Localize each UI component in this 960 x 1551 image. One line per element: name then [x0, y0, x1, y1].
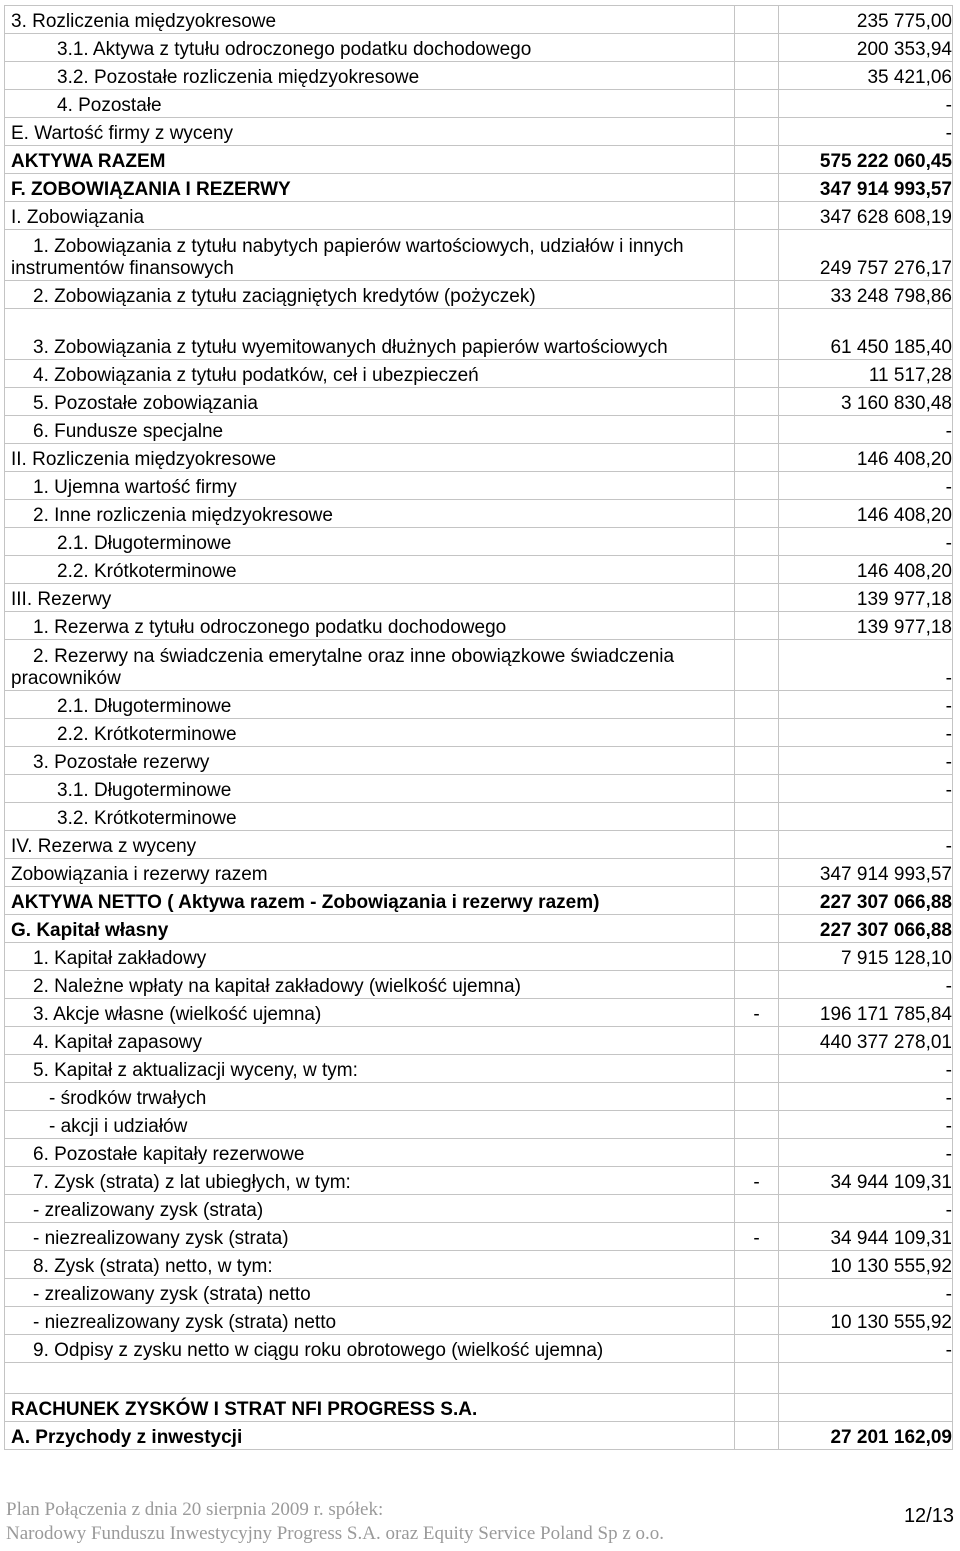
row-sign: [735, 943, 779, 971]
table-row: [5, 859, 953, 887]
balance-sheet-table: [4, 5, 953, 1450]
row-label: 4. Pozostałe: [5, 90, 735, 118]
row-label: 3.2. Krótkoterminowe: [5, 803, 735, 831]
table-row: [5, 1307, 953, 1335]
table-row: [5, 1195, 953, 1223]
row-label: A. Przychody z inwestycji: [5, 1422, 735, 1450]
row-value: 3 160 830,48: [779, 388, 953, 416]
row-sign: [735, 1394, 779, 1422]
row-value: 249 757 276,17: [779, 230, 953, 281]
row-value: -: [779, 90, 953, 118]
row-value: -: [779, 472, 953, 500]
table-row: [5, 230, 953, 281]
row-sign: [735, 230, 779, 281]
row-value: 35 421,06: [779, 62, 953, 90]
row-label: 2. Należne wpłaty na kapitał zakładowy (wielkość ujemna): [5, 971, 735, 999]
row-label: 9. Odpisy z zysku netto w ciągu roku obrotowego (wielkość ujemna): [5, 1335, 735, 1363]
row-sign: [735, 887, 779, 915]
row-label: 2.2. Krótkoterminowe: [5, 556, 735, 584]
row-label: 5. Pozostałe zobowiązania: [5, 388, 735, 416]
row-label: III. Rezerwy: [5, 584, 735, 612]
row-sign: [735, 90, 779, 118]
row-label: 2.2. Krótkoterminowe: [5, 719, 735, 747]
row-sign: [735, 472, 779, 500]
row-label: - zrealizowany zysk (strata): [5, 1195, 735, 1223]
row-sign: [735, 416, 779, 444]
table-row: [5, 118, 953, 146]
row-label: 5. Kapitał z aktualizacji wyceny, w tym:: [5, 1055, 735, 1083]
row-value: -: [779, 1111, 953, 1139]
row-label: Zobowiązania i rezerwy razem: [5, 859, 735, 887]
row-sign: [735, 747, 779, 775]
table-row: [5, 281, 953, 309]
footer-line-2: Narodowy Funduszu Inwestycyjny Progress S.A. oraz Equity Service Poland Sp z o.o.: [6, 1523, 665, 1544]
table-row: [5, 831, 953, 859]
table-row: [5, 90, 953, 118]
row-sign: [735, 1363, 779, 1394]
table-row: [5, 416, 953, 444]
row-value: -: [779, 1279, 953, 1307]
table-row: [5, 1055, 953, 1083]
row-value: -: [779, 1335, 953, 1363]
row-value: 34 944 109,31: [779, 1167, 953, 1195]
row-value: -: [779, 1055, 953, 1083]
row-value: -: [779, 831, 953, 859]
row-sign: -: [735, 1167, 779, 1195]
row-sign: [735, 309, 779, 360]
table-row: [5, 388, 953, 416]
row-sign: [735, 1422, 779, 1450]
row-label: 1. Ujemna wartość firmy: [5, 472, 735, 500]
row-label: 6. Fundusze specjalne: [5, 416, 735, 444]
table-row: [5, 887, 953, 915]
table-row: [5, 202, 953, 230]
table-row: [5, 1111, 953, 1139]
row-value: 27 201 162,09: [779, 1422, 953, 1450]
row-value: 33 248 798,86: [779, 281, 953, 309]
row-label: 2.1. Długoterminowe: [5, 528, 735, 556]
table-row: [5, 999, 953, 1027]
table-row: [5, 62, 953, 90]
row-value: 61 450 185,40: [779, 309, 953, 360]
table-row: [5, 146, 953, 174]
table-row: [5, 1335, 953, 1363]
table-row: [5, 174, 953, 202]
row-value: 347 628 608,19: [779, 202, 953, 230]
row-label: 2. Inne rozliczenia międzyokresowe: [5, 500, 735, 528]
row-label: 3. Akcje własne (wielkość ujemna): [5, 999, 735, 1027]
row-sign: [735, 719, 779, 747]
table-row: [5, 971, 953, 999]
row-value: 196 171 785,84: [779, 999, 953, 1027]
row-label: - zrealizowany zysk (strata) netto: [5, 1279, 735, 1307]
row-sign: [735, 831, 779, 859]
table-row: [5, 6, 953, 34]
row-sign: [735, 202, 779, 230]
row-sign: [735, 62, 779, 90]
row-label: 2. Rezerwy na świadczenia emerytalne oraz inne obowiązkowe świadczenia pracowników: [5, 640, 735, 691]
row-value: -: [779, 118, 953, 146]
table-row: [5, 500, 953, 528]
row-value: -: [779, 971, 953, 999]
row-label: 3.1. Długoterminowe: [5, 775, 735, 803]
row-sign: [735, 1279, 779, 1307]
row-value: 347 914 993,57: [779, 859, 953, 887]
row-sign: [735, 1335, 779, 1363]
table-row: [5, 915, 953, 943]
row-label: 3. Zobowiązania z tytułu wyemitowanych dłużnych papierów wartościowych: [5, 309, 735, 360]
row-value: 10 130 555,92: [779, 1307, 953, 1335]
row-sign: [735, 1195, 779, 1223]
row-value: 227 307 066,88: [779, 915, 953, 943]
row-value: 146 408,20: [779, 500, 953, 528]
row-value: 34 944 109,31: [779, 1223, 953, 1251]
row-value: -: [779, 640, 953, 691]
row-label: 8. Zysk (strata) netto, w tym:: [5, 1251, 735, 1279]
page-footer: [6, 1498, 954, 1546]
row-label: - środków trwałych: [5, 1083, 735, 1111]
row-value: 235 775,00: [779, 6, 953, 34]
row-label: 2.1. Długoterminowe: [5, 691, 735, 719]
footer-line-1: Plan Połączenia z dnia 20 sierpnia 2009 r. spółek:: [6, 1499, 384, 1520]
table-row: [5, 309, 953, 360]
row-value: 227 307 066,88: [779, 887, 953, 915]
row-label: 3.2. Pozostałe rozliczenia międzyokresowe: [5, 62, 735, 90]
row-label: E. Wartość firmy z wyceny: [5, 118, 735, 146]
row-label: AKTYWA NETTO ( Aktywa razem - Zobowiązania i rezerwy razem): [5, 887, 735, 915]
row-value: 575 222 060,45: [779, 146, 953, 174]
row-sign: [735, 174, 779, 202]
row-sign: [735, 118, 779, 146]
table-row: [5, 34, 953, 62]
row-value: 440 377 278,01: [779, 1027, 953, 1055]
row-sign: [735, 556, 779, 584]
row-sign: -: [735, 999, 779, 1027]
row-sign: [735, 281, 779, 309]
row-value: 11 517,28: [779, 360, 953, 388]
row-label: 4. Zobowiązania z tytułu podatków, ceł i ubezpieczeń: [5, 360, 735, 388]
table-row: [5, 472, 953, 500]
page-number: 12/13: [903, 1505, 954, 1527]
table-row: [5, 1279, 953, 1307]
row-label: AKTYWA RAZEM: [5, 146, 735, 174]
row-sign: [735, 775, 779, 803]
table-row: [5, 584, 953, 612]
table-row: [5, 775, 953, 803]
row-label: 2. Zobowiązania z tytułu zaciągniętych kredytów (pożyczek): [5, 281, 735, 309]
row-value: 146 408,20: [779, 556, 953, 584]
row-sign: [735, 34, 779, 62]
row-sign: [735, 859, 779, 887]
row-value: 139 977,18: [779, 612, 953, 640]
row-sign: [735, 1055, 779, 1083]
table-row: [5, 943, 953, 971]
row-sign: [735, 691, 779, 719]
row-value: 146 408,20: [779, 444, 953, 472]
row-value: 347 914 993,57: [779, 174, 953, 202]
row-value: 10 130 555,92: [779, 1251, 953, 1279]
table-row: [5, 691, 953, 719]
row-sign: [735, 1251, 779, 1279]
row-sign: [735, 584, 779, 612]
row-label: 3. Pozostałe rezerwy: [5, 747, 735, 775]
row-label: II. Rozliczenia międzyokresowe: [5, 444, 735, 472]
table-row: [5, 528, 953, 556]
row-value: [779, 1394, 953, 1422]
row-value: -: [779, 1195, 953, 1223]
table-row: [5, 640, 953, 691]
table-row: [5, 747, 953, 775]
row-sign: [735, 1083, 779, 1111]
row-label: I. Zobowiązania: [5, 202, 735, 230]
row-value: 7 915 128,10: [779, 943, 953, 971]
row-sign: [735, 640, 779, 691]
row-sign: [735, 915, 779, 943]
row-sign: [735, 1027, 779, 1055]
row-label: RACHUNEK ZYSKÓW I STRAT NFI PROGRESS S.A.: [5, 1394, 735, 1422]
row-value: -: [779, 1139, 953, 1167]
row-label: 6. Pozostałe kapitały rezerwowe: [5, 1139, 735, 1167]
row-label: IV. Rezerwa z wyceny: [5, 831, 735, 859]
table-row: [5, 1394, 953, 1422]
table-row: [5, 1027, 953, 1055]
table-row: [5, 719, 953, 747]
table-row: [5, 1223, 953, 1251]
row-value: 200 353,94: [779, 34, 953, 62]
table-row: [5, 803, 953, 831]
table-row: [5, 360, 953, 388]
row-label: 4. Kapitał zapasowy: [5, 1027, 735, 1055]
row-sign: [735, 1139, 779, 1167]
row-value: -: [779, 747, 953, 775]
row-value: -: [779, 775, 953, 803]
table-row: [5, 444, 953, 472]
row-sign: [735, 1307, 779, 1335]
row-sign: [735, 971, 779, 999]
row-sign: [735, 444, 779, 472]
row-label: 1. Rezerwa z tytułu odroczonego podatku dochodowego: [5, 612, 735, 640]
row-sign: [735, 528, 779, 556]
row-label: - niezrealizowany zysk (strata): [5, 1223, 735, 1251]
row-sign: [735, 803, 779, 831]
table-row: [5, 1083, 953, 1111]
row-value: [779, 1363, 953, 1394]
row-value: 139 977,18: [779, 584, 953, 612]
table-row: [5, 556, 953, 584]
row-label: 3. Rozliczenia międzyokresowe: [5, 6, 735, 34]
row-label: 7. Zysk (strata) z lat ubiegłych, w tym:: [5, 1167, 735, 1195]
row-sign: [735, 1111, 779, 1139]
table-row: [5, 1167, 953, 1195]
row-sign: [735, 612, 779, 640]
table-row: [5, 1422, 953, 1450]
row-value: -: [779, 719, 953, 747]
row-sign: [735, 500, 779, 528]
row-label: G. Kapitał własny: [5, 915, 735, 943]
row-label: 1. Kapitał zakładowy: [5, 943, 735, 971]
row-sign: -: [735, 1223, 779, 1251]
table-row: [5, 1251, 953, 1279]
row-value: -: [779, 1083, 953, 1111]
row-sign: [735, 388, 779, 416]
row-label: F. ZOBOWIĄZANIA I REZERWY: [5, 174, 735, 202]
row-label: - niezrealizowany zysk (strata) netto: [5, 1307, 735, 1335]
row-sign: [735, 360, 779, 388]
table-row: [5, 612, 953, 640]
row-label: 1. Zobowiązania z tytułu nabytych papierów wartościowych, udziałów i innych instrumentów finansowych: [5, 230, 735, 281]
row-label: [5, 1363, 735, 1394]
table-row: [5, 1139, 953, 1167]
row-value: -: [779, 416, 953, 444]
row-label: - akcji i udziałów: [5, 1111, 735, 1139]
row-label: 3.1. Aktywa z tytułu odroczonego podatku dochodowego: [5, 34, 735, 62]
row-value: -: [779, 528, 953, 556]
table-row: [5, 1363, 953, 1394]
row-value: [779, 803, 953, 831]
row-value: -: [779, 691, 953, 719]
row-sign: [735, 6, 779, 34]
row-sign: [735, 146, 779, 174]
